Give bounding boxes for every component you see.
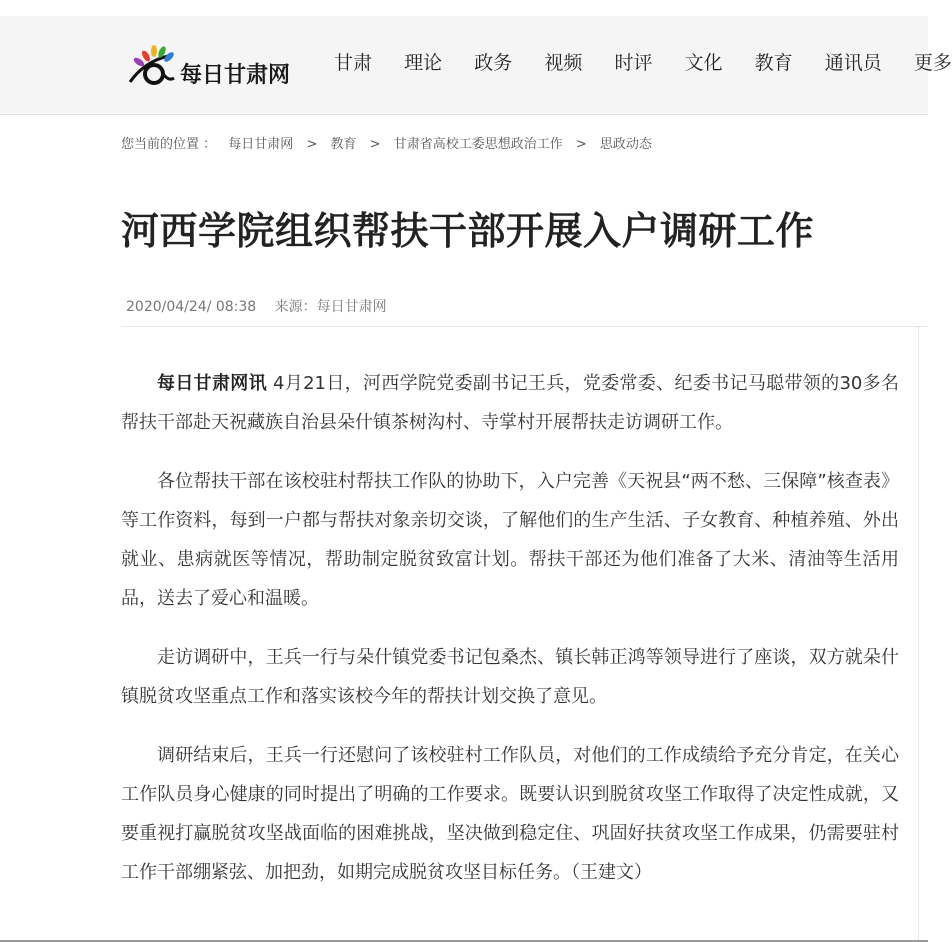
dateline: 每日甘肃网讯 (157, 373, 267, 394)
logo-text: 每日甘肃网 (180, 63, 291, 88)
nav-item-gansu[interactable]: 甘肃 (334, 52, 373, 74)
breadcrumb (121, 133, 652, 152)
nav-item-education[interactable]: 教育 (754, 52, 793, 74)
nav-item-culture[interactable]: 文化 (684, 52, 723, 74)
breadcrumb-ideological-work[interactable]: 甘肃省高校工委思想政治工作 (393, 137, 563, 152)
article-meta (126, 296, 387, 316)
logo-emblem-icon (124, 42, 184, 92)
meta-divider (121, 326, 928, 327)
publish-datetime: 2020/04/24/ 08:38 (126, 299, 257, 315)
column-divider (918, 326, 919, 942)
breadcrumb-separator: > (575, 137, 587, 152)
article-body (121, 364, 899, 912)
nav-item-government[interactable]: 政务 (474, 52, 513, 74)
breadcrumb-news[interactable]: 思政动态 (599, 137, 652, 152)
article-source: 来源：每日甘肃网 (274, 299, 387, 315)
breadcrumb-prefix: 您当前的位置 ： (121, 137, 217, 152)
paragraph-text: 4月21日，河西学院党委副书记王兵，党委常委、纪委书记马聪带领的30多名帮扶干部赴天祝藏族自治县朵什镇茶树沟村、寺掌村开展帮扶走访调研工作。 (121, 373, 899, 433)
nav-item-theory[interactable]: 理论 (404, 52, 443, 74)
site-logo[interactable] (124, 42, 314, 92)
nav-item-video[interactable]: 视频 (544, 52, 583, 74)
nav-item-correspondent[interactable]: 通讯员 (824, 52, 882, 74)
nav-item-more[interactable]: 更多 (913, 52, 952, 74)
breadcrumb-home[interactable]: 每日甘肃网 (228, 137, 294, 152)
article-paragraph (121, 364, 899, 442)
article-title: 河西学院组织帮扶干部开展入户调研工作 (121, 209, 815, 253)
article-paragraph: 走访调研中，王兵一行与朵什镇党委书记包桑杰、镇长韩正鸿等领导进行了座谈，双方就朵什镇脱贫攻坚重点工作和落实该校今年的帮扶计划交换了意见。 (121, 647, 899, 707)
breadcrumb-education[interactable]: 教育 (330, 137, 357, 152)
site-header (0, 16, 952, 115)
breadcrumb-separator: > (306, 137, 318, 152)
main-nav (334, 48, 952, 78)
breadcrumb-separator: > (369, 137, 381, 152)
article-paragraph: 调研结束后，王兵一行还慰问了该校驻村工作队员，对他们的工作成绩给予充分肯定，在关心工作队员身心健康的同时提出了明确的工作要求。既要认识到脱贫攻坚工作取得了决定性成就，又要重视打赢脱贫攻坚战面临的困难挑战，坚决做到稳定住、巩固好扶贫攻坚工作成果，仍需要驻村工作干部绷紧弦、加把劲，如期完成脱贫攻坚目标任务。（王建文） (121, 745, 899, 883)
nav-item-commentary[interactable]: 时评 (614, 52, 653, 74)
article-paragraph: 各位帮扶干部在该校驻村帮扶工作队的协助下，入户完善《天祝县“两不愁、三保障”核查表》等工作资料，每到一户都与帮扶对象亲切交谈，了解他们的生产生活、子女教育、种植养殖、外出就业、患病就医等情况，帮助制定脱贫致富计划。帮扶干部还为他们准备了大米、清油等生活用品，送去了爱心和温暖。 (121, 471, 899, 609)
